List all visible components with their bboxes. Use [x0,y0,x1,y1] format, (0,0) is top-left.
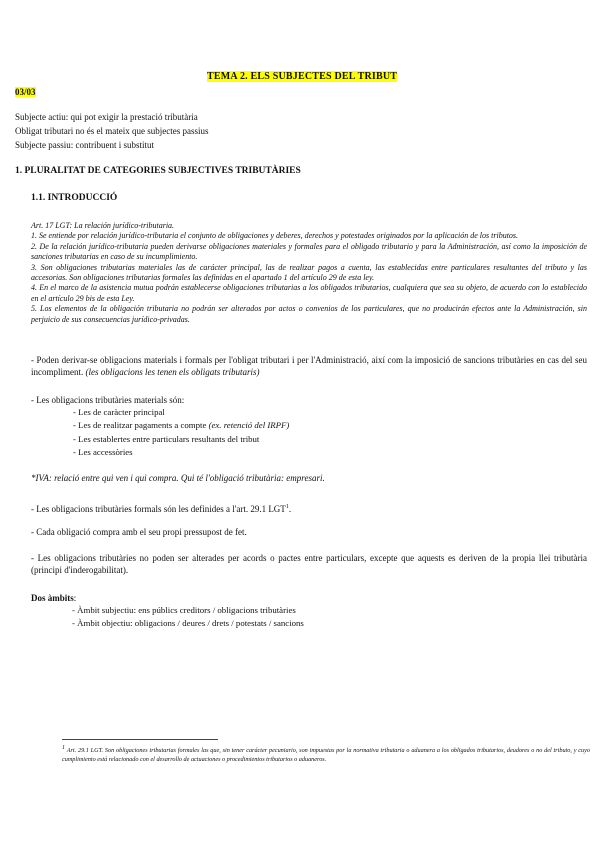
list-item-note: (ex. retenció del IRPF) [208,420,290,431]
footnote-text: Art. 29.1 LGT. Son obligaciones tributarias formales las que, sin tener carácter pecuniario, son impuestas por la normativa tributaria o aduanera a los obligados tributarios, deudores o no del tributo, y cuyo cumplimiento está relacionado con el desarrollo de actuaciones o procedimientos tributarios o aduaneros. [62,747,590,763]
footnote [62,744,590,764]
document-title: TEMA 2. ELS SUBJECTES DEL TRIBUT [207,71,398,82]
intro-line-active-subject: Subjecte actiu: qui pot exigir la prestació tributària [15,112,198,122]
section-subheading: 1.1. INTRODUCCIÓ [31,193,118,203]
two-scopes-label: Dos àmbits: [31,593,77,603]
material-obligations-list [73,406,289,459]
obligations-note: (les obligacions les tenen els obligats tributaris) [85,367,260,377]
formal-obligations-line: - Les obligacions tributàries formals són les definides a l'art. 29.1 LGT$^1$. [31,504,292,514]
document-date: 03/03 [15,87,36,97]
obligations-paragraph [31,354,587,378]
material-obligations-intro: - Les obligacions tributàries materials són: [31,395,185,405]
list-item: - Les de realitzar pagaments a compte (ex. retenció del IRPF) [73,420,290,431]
scopes-list [72,604,304,631]
intro-line-passive-subject: Subjecte passiu: contribuent i substitut [15,140,154,150]
article-paragraph-4: 4. En el marco de la asistencia mutua podrán establecerse obligaciones tributarias a los obligados tributarios, cualquiera que sea su objeto, de acuerdo con lo establecido en el artículo 29 bis de esta Ley. [31,283,587,303]
article-title: Art. 17 LGT: La relación jurídico-tributaria. [31,221,175,230]
iva-note: *IVA: relació entre qui ven i qui compra. Qui té l'obligació tributària: empresari. [31,473,325,483]
list-item: - Àmbit subjectiu: ens públics creditors / obligacions tributàries [72,605,296,615]
section-heading: 1. PLURALITAT DE CATEGORIES SUBJECTIVES TRIBUTÀRIES [15,166,301,176]
obligations-text: - Poden derivar-se obligacions materials i formals per l'obligat tributari i per l'Administració, així com la imposició de sancions tributàries en cas del seu incompliment. [31,355,587,377]
budget-line: - Cada obligació compra amb el seu propi pressupost de fet. [31,527,247,537]
article-paragraph-3: 3. Son obligaciones tributarias materiales las de carácter principal, las de realizar pagos a cuenta, las establecidas entre particulares resultantes del tributo y las accesorias. Son obligaciones tributarias formales las definidas en el apartado 1 del artículo 29 de esta ley. [31,262,587,283]
list-item: - Les de caràcter principal [73,407,165,417]
list-item: - Les establertes entre particulars resultants del tribut [73,433,260,444]
article-paragraph-1: 1. Se entiende por relación jurídico-tributaria el conjunto de obligaciones y deberes, derechos y potestades originados por la aplicación de los tributos. [31,231,519,241]
footnote-number: 1 [62,745,65,751]
footnote-ref: 1 [285,504,289,510]
article-paragraph-2: 2. De la relación jurídico-tributaria pueden derivarse obligaciones materiales y formales para el obligado tributario y para la Administración, así como la imposición de sanciones tributarias en caso de su incumplimiento. [31,241,587,262]
inderogability-paragraph: - Les obligacions tributàries no poden ser alterades per acords o pactes entre particulars, excepte que aquests es deriven de la propia llei tributària (principi d'inderogabilitat). [31,553,587,575]
list-item: - Les accessòries [73,446,133,457]
article-paragraph-5: 5. Los elementos de la obligación tributaria no podrán ser alterados por actos o convenios de los particulares, que no producirán efectos ante la Administración, sin perjuicio de sus consecuencias jurídico-privadas. [31,304,587,324]
list-item: - Àmbit objectiu: obligacions / deures / drets / potestats / sancions [72,618,304,629]
footnote-divider [62,739,218,740]
article-17-quote [31,221,587,325]
intro-line-obligated: Obligat tributari no és el mateix que subjectes passius [15,126,209,136]
